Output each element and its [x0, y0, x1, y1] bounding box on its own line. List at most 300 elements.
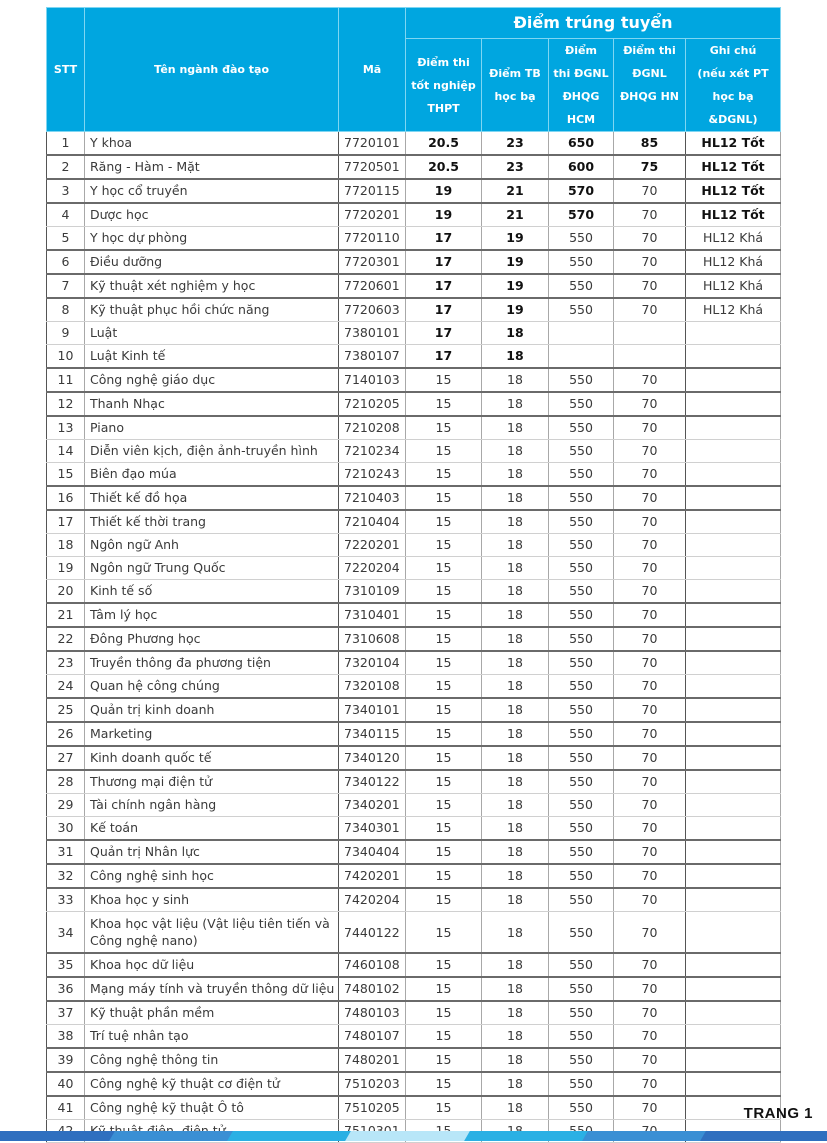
- transcript-score: 18: [482, 463, 549, 487]
- note: HL12 Tốt: [686, 132, 781, 156]
- dgnl-hn-score: 70: [614, 534, 686, 557]
- table-row: [47, 580, 781, 604]
- dgnl-hn-score: 70: [614, 698, 686, 722]
- dgnl-hcm-score: 550: [549, 746, 614, 770]
- major-name: Y học cổ truyền: [85, 179, 339, 203]
- row-stt: 30: [47, 817, 85, 841]
- table-row: [47, 534, 781, 557]
- table-row: [47, 770, 781, 794]
- thpt-score: 20.5: [406, 155, 482, 179]
- major-code: 7510203: [339, 1072, 406, 1096]
- note: [686, 322, 781, 345]
- note: [686, 416, 781, 440]
- dgnl-hcm-score: 550: [549, 1096, 614, 1120]
- major-code: 7380107: [339, 345, 406, 369]
- row-stt: 22: [47, 627, 85, 651]
- note: HL12 Tốt: [686, 155, 781, 179]
- dgnl-hcm-score: [549, 322, 614, 345]
- table-row: [47, 1048, 781, 1072]
- dgnl-hcm-score: 550: [549, 534, 614, 557]
- transcript-score: 19: [482, 250, 549, 274]
- table-row: [47, 463, 781, 487]
- dgnl-hn-score: [614, 322, 686, 345]
- major-code: 7220204: [339, 557, 406, 580]
- row-stt: 12: [47, 392, 85, 416]
- row-stt: 24: [47, 675, 85, 699]
- major-name: Marketing: [85, 722, 339, 746]
- thpt-score: 15: [406, 1072, 482, 1096]
- note: [686, 675, 781, 699]
- dgnl-hcm-score: 550: [549, 794, 614, 817]
- note: HL12 Khá: [686, 250, 781, 274]
- dgnl-hn-score: 70: [614, 368, 686, 392]
- table-body: [47, 132, 781, 1143]
- dgnl-hn-score: 70: [614, 770, 686, 794]
- major-code: 7440122: [339, 912, 406, 954]
- note: [686, 1048, 781, 1072]
- row-stt: 29: [47, 794, 85, 817]
- table-row: [47, 227, 781, 251]
- major-name: Kinh doanh quốc tế: [85, 746, 339, 770]
- row-stt: 23: [47, 651, 85, 675]
- major-code: 7340115: [339, 722, 406, 746]
- major-name: Công nghệ thông tin: [85, 1048, 339, 1072]
- dgnl-hcm-score: [549, 345, 614, 369]
- row-stt: 28: [47, 770, 85, 794]
- row-stt: 1: [47, 132, 85, 156]
- transcript-score: 18: [482, 510, 549, 534]
- header-stt: STT: [47, 8, 85, 132]
- dgnl-hcm-score: 550: [549, 274, 614, 298]
- header-line: Điểm thi: [623, 44, 676, 57]
- table-header: [47, 8, 781, 132]
- transcript-score: 18: [482, 675, 549, 699]
- dgnl-hn-score: 70: [614, 817, 686, 841]
- header-line: ĐGNL: [632, 67, 667, 80]
- page-number-label: TRANG 1: [743, 1105, 813, 1122]
- transcript-score: 18: [482, 1096, 549, 1120]
- major-name: Kế toán: [85, 817, 339, 841]
- transcript-score: 18: [482, 557, 549, 580]
- major-code: 7310401: [339, 603, 406, 627]
- header-code: Mã: [339, 8, 406, 132]
- major-name: Quan hệ công chúng: [85, 675, 339, 699]
- table-row: [47, 179, 781, 203]
- major-name: Kỹ thuật phục hồi chức năng: [85, 298, 339, 322]
- transcript-score: 18: [482, 698, 549, 722]
- thpt-score: 15: [406, 486, 482, 510]
- table-row: [47, 298, 781, 322]
- note: HL12 Khá: [686, 274, 781, 298]
- major-code: 7420204: [339, 888, 406, 912]
- transcript-score: 18: [482, 1001, 549, 1025]
- dgnl-hcm-score: 550: [549, 864, 614, 888]
- note: [686, 486, 781, 510]
- table-row: [47, 250, 781, 274]
- table-row: [47, 416, 781, 440]
- note: [686, 534, 781, 557]
- thpt-score: 15: [406, 1025, 482, 1049]
- note: [686, 510, 781, 534]
- thpt-score: 15: [406, 675, 482, 699]
- transcript-score: 18: [482, 817, 549, 841]
- dgnl-hcm-score: 550: [549, 580, 614, 604]
- dgnl-hcm-score: 570: [549, 203, 614, 227]
- transcript-score: 18: [482, 392, 549, 416]
- note: [686, 368, 781, 392]
- header-line: ĐHQG HN: [619, 90, 680, 103]
- row-stt: 32: [47, 864, 85, 888]
- row-stt: 21: [47, 603, 85, 627]
- dgnl-hcm-score: 550: [549, 675, 614, 699]
- dgnl-hcm-score: 550: [549, 510, 614, 534]
- dgnl-hcm-score: 550: [549, 888, 614, 912]
- note: [686, 698, 781, 722]
- table-row: [47, 132, 781, 156]
- note: [686, 603, 781, 627]
- thpt-score: 15: [406, 977, 482, 1001]
- row-stt: 26: [47, 722, 85, 746]
- major-name: Trí tuệ nhân tạo: [85, 1025, 339, 1049]
- row-stt: 27: [47, 746, 85, 770]
- stripe-segment: [582, 1131, 718, 1141]
- row-stt: 17: [47, 510, 85, 534]
- dgnl-hcm-score: 550: [549, 298, 614, 322]
- thpt-score: 15: [406, 440, 482, 463]
- dgnl-hn-score: 70: [614, 1048, 686, 1072]
- table-row: [47, 510, 781, 534]
- major-code: 7720601: [339, 274, 406, 298]
- dgnl-hcm-score: 600: [549, 155, 614, 179]
- row-stt: 35: [47, 953, 85, 977]
- major-code: 7720603: [339, 298, 406, 322]
- header-transcript-score: [482, 39, 549, 132]
- major-name: Kỹ thuật phần mềm: [85, 1001, 339, 1025]
- major-name: Thiết kế thời trang: [85, 510, 339, 534]
- major-code: 7340201: [339, 794, 406, 817]
- row-stt: 31: [47, 840, 85, 864]
- transcript-score: 18: [482, 722, 549, 746]
- major-name: Dược học: [85, 203, 339, 227]
- transcript-score: 18: [482, 840, 549, 864]
- major-name: Luật Kinh tế: [85, 345, 339, 369]
- stripe-segment: [109, 1131, 245, 1141]
- table-row: [47, 794, 781, 817]
- row-stt: 37: [47, 1001, 85, 1025]
- thpt-score: 15: [406, 770, 482, 794]
- table-row: [47, 1025, 781, 1049]
- major-code: 7210205: [339, 392, 406, 416]
- thpt-score: 17: [406, 250, 482, 274]
- major-code: 7340404: [339, 840, 406, 864]
- major-name: Thanh Nhạc: [85, 392, 339, 416]
- stripe-segment: [700, 1131, 827, 1141]
- table-row: [47, 274, 781, 298]
- thpt-score: 15: [406, 603, 482, 627]
- major-code: 7510205: [339, 1096, 406, 1120]
- row-stt: 40: [47, 1072, 85, 1096]
- transcript-score: 18: [482, 1025, 549, 1049]
- dgnl-hcm-score: 550: [549, 463, 614, 487]
- row-stt: 3: [47, 179, 85, 203]
- dgnl-hn-score: 70: [614, 627, 686, 651]
- header-line: Điểm TB: [489, 67, 541, 80]
- header-line: học bạ: [494, 90, 536, 103]
- note: [686, 722, 781, 746]
- transcript-score: 18: [482, 1072, 549, 1096]
- dgnl-hn-score: 70: [614, 298, 686, 322]
- thpt-score: 15: [406, 1001, 482, 1025]
- dgnl-hcm-score: 550: [549, 1048, 614, 1072]
- dgnl-hcm-score: 550: [549, 912, 614, 954]
- thpt-score: 15: [406, 580, 482, 604]
- note: HL12 Tốt: [686, 203, 781, 227]
- table-row: [47, 977, 781, 1001]
- thpt-score: 15: [406, 392, 482, 416]
- transcript-score: 19: [482, 274, 549, 298]
- table-row: [47, 345, 781, 369]
- note: [686, 794, 781, 817]
- major-code: 7480107: [339, 1025, 406, 1049]
- header-note: [686, 39, 781, 132]
- table-row: [47, 698, 781, 722]
- major-name: Luật: [85, 322, 339, 345]
- table-row: [47, 322, 781, 345]
- major-code: 7210403: [339, 486, 406, 510]
- dgnl-hn-score: 70: [614, 510, 686, 534]
- thpt-score: 15: [406, 888, 482, 912]
- transcript-score: 19: [482, 298, 549, 322]
- dgnl-hcm-score: 550: [549, 1025, 614, 1049]
- table-row: [47, 1001, 781, 1025]
- transcript-score: 18: [482, 864, 549, 888]
- major-code: 7720101: [339, 132, 406, 156]
- major-name: Piano: [85, 416, 339, 440]
- header-line: Ghi chú: [709, 44, 757, 57]
- thpt-score: 17: [406, 345, 482, 369]
- major-code: 7140103: [339, 368, 406, 392]
- major-name: Truyền thông đa phương tiện: [85, 651, 339, 675]
- dgnl-hcm-score: 550: [549, 250, 614, 274]
- row-stt: 10: [47, 345, 85, 369]
- dgnl-hn-score: 70: [614, 794, 686, 817]
- thpt-score: 15: [406, 794, 482, 817]
- major-name: Răng - Hàm - Mặt: [85, 155, 339, 179]
- dgnl-hn-score: 70: [614, 603, 686, 627]
- table-row: [47, 840, 781, 864]
- major-name: Khoa học y sinh: [85, 888, 339, 912]
- transcript-score: 23: [482, 155, 549, 179]
- major-code: 7210234: [339, 440, 406, 463]
- note: [686, 627, 781, 651]
- major-code: 7220201: [339, 534, 406, 557]
- table-row: [47, 888, 781, 912]
- major-name: Khoa học vật liệu (Vật liệu tiên tiến và Công nghệ nano): [85, 912, 339, 954]
- table-row: [47, 675, 781, 699]
- dgnl-hn-score: 70: [614, 250, 686, 274]
- major-code: 7310109: [339, 580, 406, 604]
- major-name: Ngôn ngữ Anh: [85, 534, 339, 557]
- dgnl-hn-score: 70: [614, 486, 686, 510]
- dgnl-hcm-score: 550: [549, 368, 614, 392]
- dgnl-hcm-score: 550: [549, 722, 614, 746]
- note: HL12 Khá: [686, 298, 781, 322]
- note: [686, 463, 781, 487]
- table-row: [47, 651, 781, 675]
- table-row: [47, 155, 781, 179]
- table-row: [47, 440, 781, 463]
- table-row: [47, 722, 781, 746]
- dgnl-hcm-score: 550: [549, 953, 614, 977]
- major-name: Công nghệ sinh học: [85, 864, 339, 888]
- dgnl-hn-score: 70: [614, 953, 686, 977]
- transcript-score: 18: [482, 416, 549, 440]
- transcript-score: 18: [482, 770, 549, 794]
- dgnl-hcm-score: 550: [549, 651, 614, 675]
- major-code: 7210243: [339, 463, 406, 487]
- row-stt: 7: [47, 274, 85, 298]
- major-code: 7720115: [339, 179, 406, 203]
- transcript-score: 18: [482, 368, 549, 392]
- major-code: 7210208: [339, 416, 406, 440]
- row-stt: 36: [47, 977, 85, 1001]
- transcript-score: 18: [482, 440, 549, 463]
- dgnl-hcm-score: 550: [549, 603, 614, 627]
- header-line: Điểm: [565, 44, 597, 57]
- transcript-score: 18: [482, 651, 549, 675]
- thpt-score: 15: [406, 534, 482, 557]
- row-stt: 18: [47, 534, 85, 557]
- dgnl-hn-score: 70: [614, 912, 686, 954]
- note: [686, 1072, 781, 1096]
- dgnl-hn-score: 70: [614, 416, 686, 440]
- dgnl-hcm-score: 550: [549, 440, 614, 463]
- dgnl-hn-score: 70: [614, 274, 686, 298]
- major-name: Diễn viên kịch, điện ảnh-truyền hình: [85, 440, 339, 463]
- dgnl-hcm-score: 550: [549, 392, 614, 416]
- table-row: [47, 864, 781, 888]
- major-name: Tài chính ngân hàng: [85, 794, 339, 817]
- dgnl-hcm-score: 550: [549, 770, 614, 794]
- dgnl-hcm-score: 650: [549, 132, 614, 156]
- dgnl-hn-score: 70: [614, 888, 686, 912]
- major-code: 7340101: [339, 698, 406, 722]
- note: [686, 770, 781, 794]
- table-row: [47, 203, 781, 227]
- thpt-score: 17: [406, 274, 482, 298]
- row-stt: 2: [47, 155, 85, 179]
- major-name: Khoa học dữ liệu: [85, 953, 339, 977]
- dgnl-hn-score: 70: [614, 651, 686, 675]
- dgnl-hn-score: 70: [614, 227, 686, 251]
- note: [686, 392, 781, 416]
- dgnl-hn-score: 85: [614, 132, 686, 156]
- note: [686, 888, 781, 912]
- row-stt: 13: [47, 416, 85, 440]
- major-name: Kinh tế số: [85, 580, 339, 604]
- transcript-score: 19: [482, 227, 549, 251]
- dgnl-hn-score: 70: [614, 440, 686, 463]
- thpt-score: 15: [406, 510, 482, 534]
- header-line: Điểm thi: [417, 55, 470, 69]
- header-thpt-score: [406, 39, 482, 132]
- major-name: Quản trị Nhân lực: [85, 840, 339, 864]
- row-stt: 11: [47, 368, 85, 392]
- row-stt: 8: [47, 298, 85, 322]
- stripe-segment: [464, 1131, 600, 1141]
- stripe-segment: [0, 1131, 127, 1141]
- transcript-score: 18: [482, 486, 549, 510]
- major-code: 7340122: [339, 770, 406, 794]
- note: [686, 977, 781, 1001]
- dgnl-hcm-score: 550: [549, 817, 614, 841]
- thpt-score: 15: [406, 698, 482, 722]
- row-stt: 33: [47, 888, 85, 912]
- table-row: [47, 486, 781, 510]
- note: [686, 345, 781, 369]
- row-stt: 4: [47, 203, 85, 227]
- major-name: Công nghệ kỹ thuật Ô tô: [85, 1096, 339, 1120]
- note: [686, 953, 781, 977]
- footer-decorative-stripe: [0, 1131, 827, 1141]
- major-code: 7460108: [339, 953, 406, 977]
- dgnl-hn-score: 70: [614, 864, 686, 888]
- thpt-score: 15: [406, 953, 482, 977]
- header-line: HCM: [566, 113, 596, 126]
- dgnl-hn-score: 70: [614, 392, 686, 416]
- row-stt: 39: [47, 1048, 85, 1072]
- row-stt: 34: [47, 912, 85, 954]
- dgnl-hcm-score: 550: [549, 840, 614, 864]
- table-row: [47, 912, 781, 954]
- dgnl-hcm-score: 550: [549, 627, 614, 651]
- major-code: 7480103: [339, 1001, 406, 1025]
- major-name: Quản trị kinh doanh: [85, 698, 339, 722]
- major-code: 7480201: [339, 1048, 406, 1072]
- row-stt: 9: [47, 322, 85, 345]
- header-dgnl-hcm: [549, 39, 614, 132]
- table-row: [47, 392, 781, 416]
- major-name: Thương mại điện tử: [85, 770, 339, 794]
- dgnl-hcm-score: 550: [549, 1001, 614, 1025]
- note: [686, 840, 781, 864]
- transcript-score: 18: [482, 345, 549, 369]
- major-name: Biên đạo múa: [85, 463, 339, 487]
- dgnl-hn-score: [614, 345, 686, 369]
- thpt-score: 15: [406, 651, 482, 675]
- thpt-score: 15: [406, 817, 482, 841]
- transcript-score: 18: [482, 977, 549, 1001]
- major-name: Đông Phương học: [85, 627, 339, 651]
- table-row: [47, 817, 781, 841]
- major-code: 7720110: [339, 227, 406, 251]
- major-name: Kỹ thuật xét nghiệm y học: [85, 274, 339, 298]
- note: HL12 Tốt: [686, 179, 781, 203]
- dgnl-hcm-score: 550: [549, 698, 614, 722]
- header-line: (nếu xét PT: [697, 67, 769, 80]
- major-name: Điều dưỡng: [85, 250, 339, 274]
- thpt-score: 17: [406, 322, 482, 345]
- row-stt: 41: [47, 1096, 85, 1120]
- dgnl-hcm-score: 550: [549, 416, 614, 440]
- transcript-score: 18: [482, 580, 549, 604]
- note: HL12 Khá: [686, 227, 781, 251]
- table-row: [47, 1072, 781, 1096]
- row-stt: 6: [47, 250, 85, 274]
- major-name: Ngôn ngữ Trung Quốc: [85, 557, 339, 580]
- transcript-score: 18: [482, 888, 549, 912]
- major-name: Tâm lý học: [85, 603, 339, 627]
